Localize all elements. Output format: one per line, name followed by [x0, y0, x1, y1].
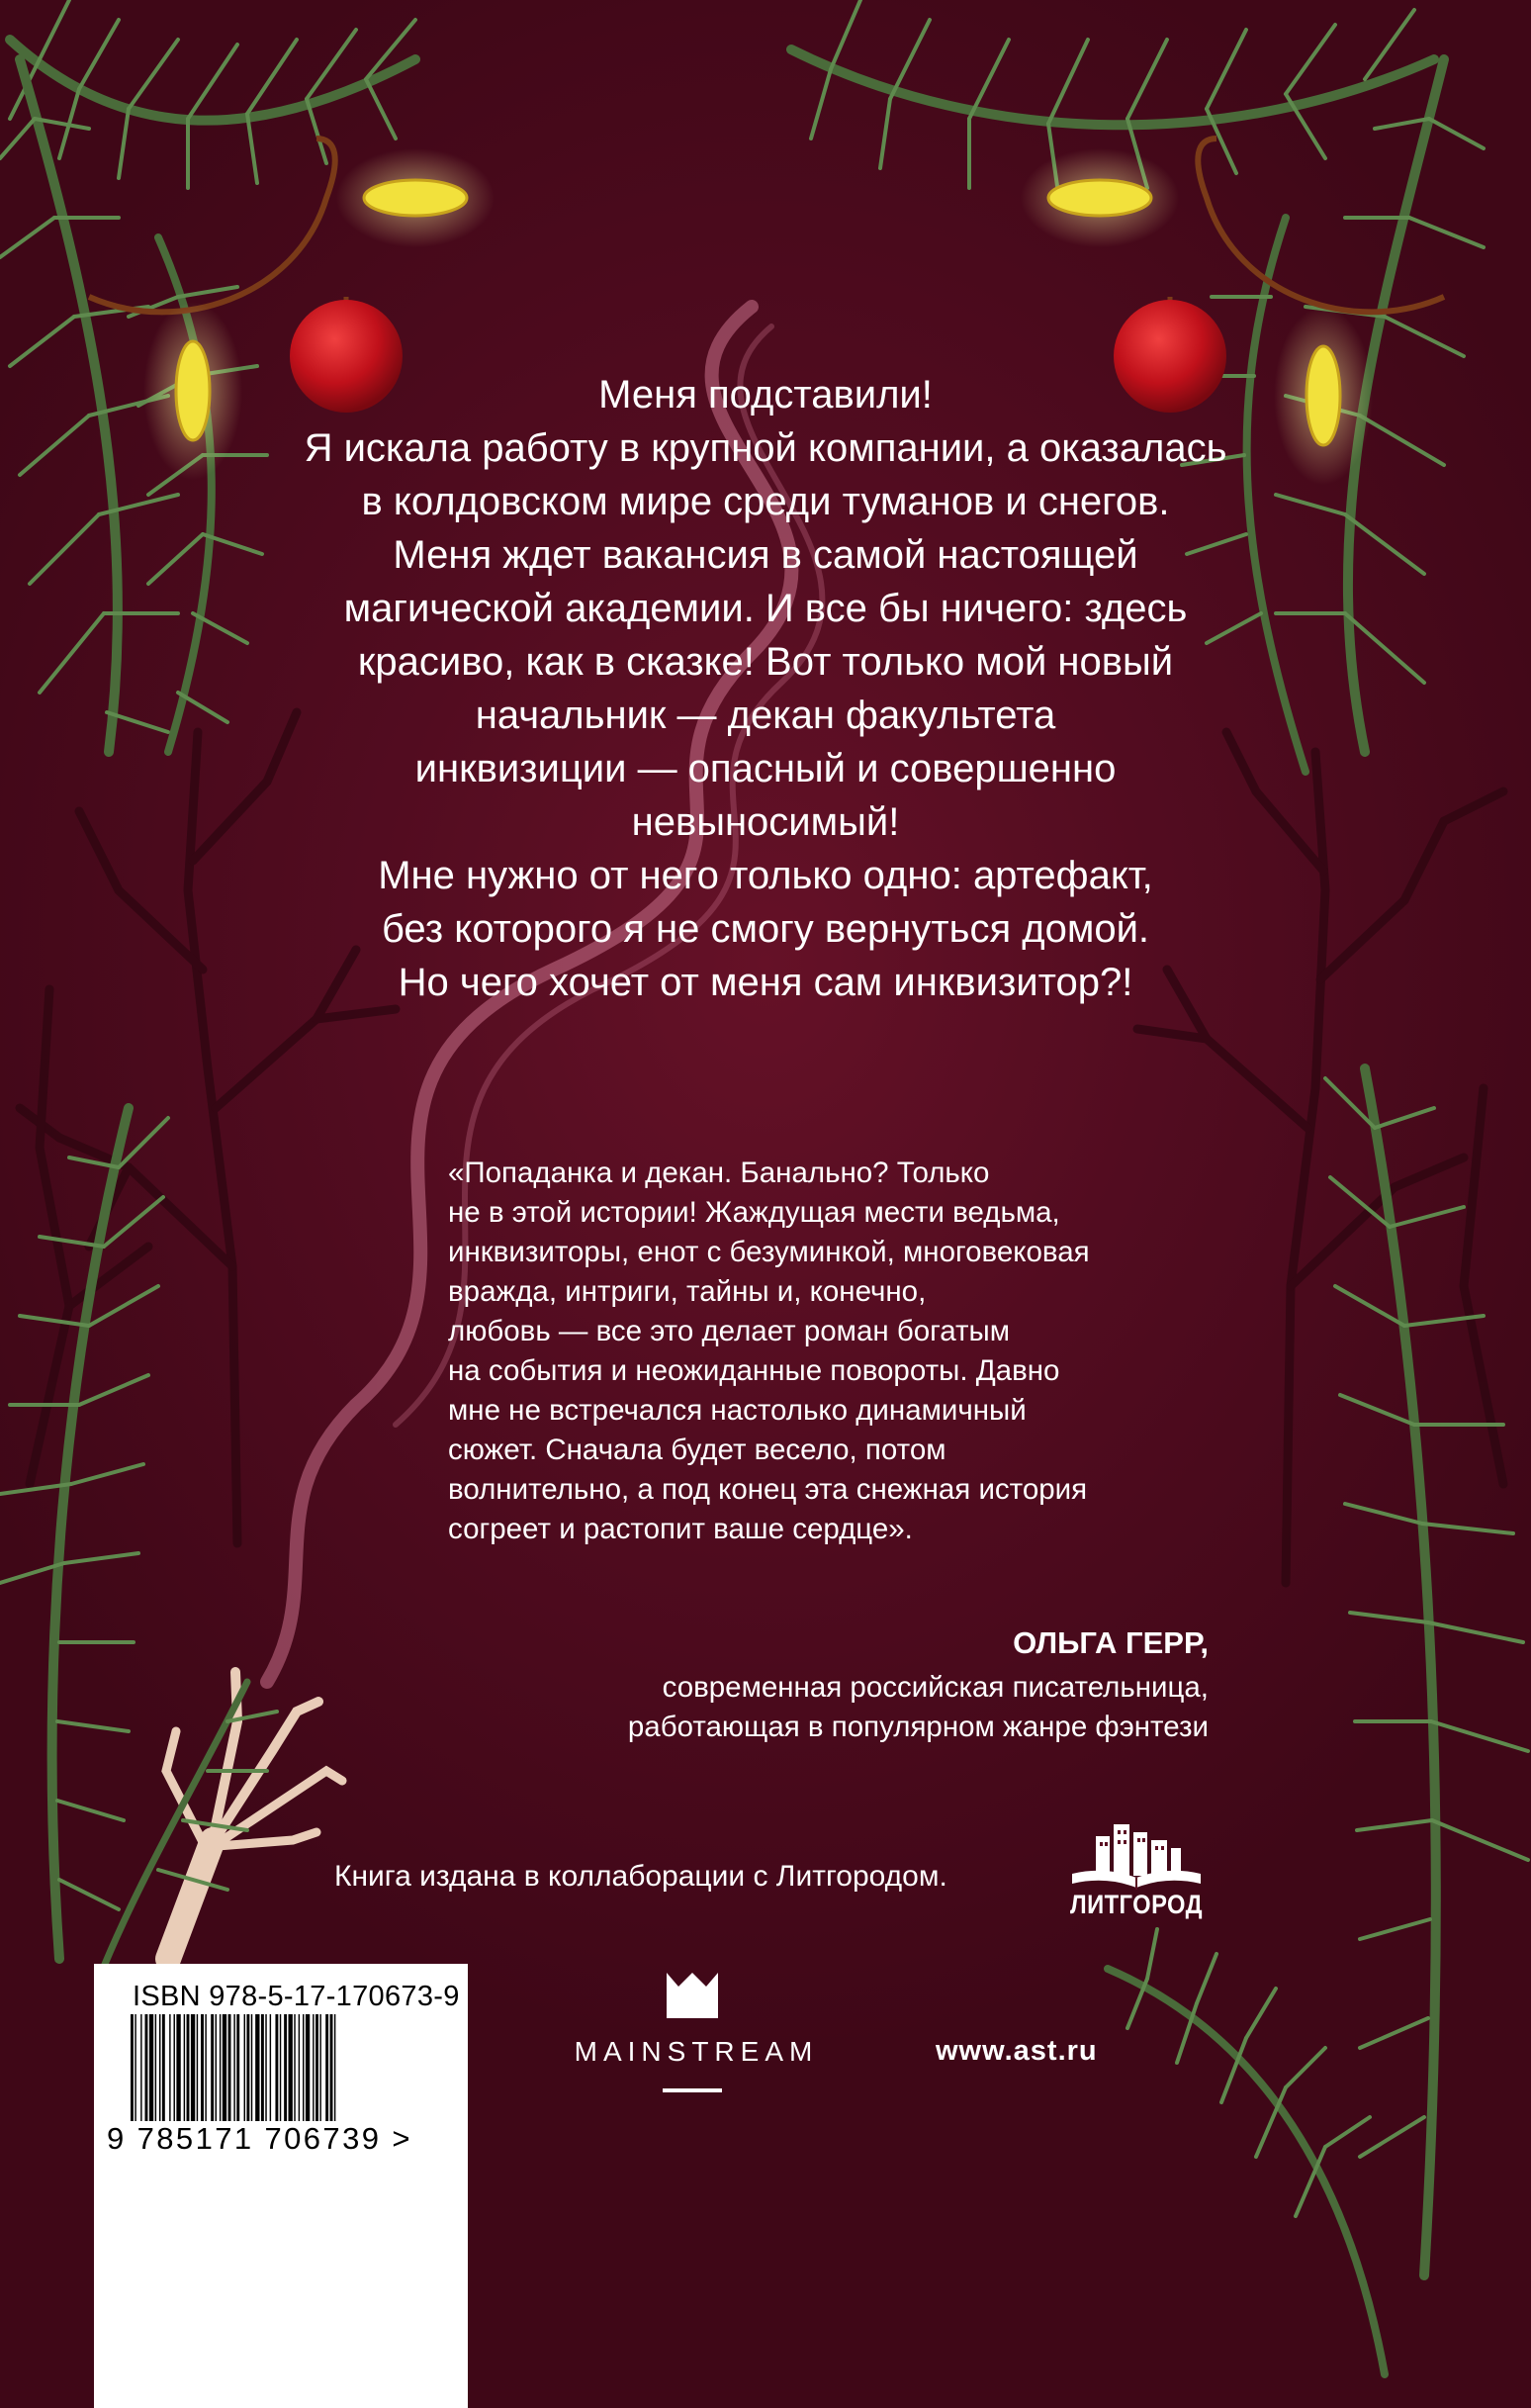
barcode-bar: [275, 2014, 278, 2121]
quote-line: на события и неожиданные повороты. Давно: [448, 1354, 1060, 1387]
barcode-bar: [261, 2014, 264, 2121]
blurb-line: Я искала работу в крупной компании, а оказалась: [304, 426, 1227, 470]
blurb-line: Меня ждет вакансия в самой настоящей: [393, 533, 1138, 577]
barcode-bar: [201, 2014, 204, 2121]
blurb-line: Меня подставили!: [598, 373, 933, 417]
barcode-bar: [149, 2014, 153, 2121]
barcode-bar: [223, 2014, 226, 2121]
barcode-bar: [280, 2014, 281, 2121]
annotation-blurb: [148, 368, 1383, 1009]
barcode-bar: [244, 2014, 245, 2121]
barcode-bar: [334, 2014, 335, 2121]
quote-author-name: ОЛЬГА ГЕРР,: [1013, 1625, 1209, 1660]
quote-line: сюжет. Сначала будет весело, потом: [448, 1434, 946, 1466]
barcode-bar: [251, 2014, 252, 2121]
barcode-bar: [233, 2014, 234, 2121]
collaboration-note: Книга издана в коллаборации с Литгородом.: [334, 1860, 947, 1893]
blurb-line: невыносимый!: [631, 800, 900, 844]
quote-line: вражда, интриги, тайны и, конечно,: [448, 1275, 927, 1308]
blurb-line: магической академии. И все бы ничего: здесь: [343, 587, 1188, 630]
garland: [89, 139, 1444, 312]
blurb-line: без которого я не смогу вернуться домой.: [381, 907, 1150, 951]
author-description-line: работающая в популярном жанре фэнтези: [627, 1711, 1209, 1743]
barcode-bar: [211, 2014, 214, 2121]
ean-digits: 9 785171 706739 >: [107, 2121, 412, 2156]
imprint-name: MAINSTREAM: [574, 2036, 819, 2067]
isbn-label: ISBN 978-5-17-170673-9: [133, 1981, 460, 2012]
barcode-bar: [246, 2014, 249, 2121]
barcode-bar: [265, 2014, 266, 2121]
crown-icon: [665, 1973, 720, 2018]
blurb-line: инквизиции — опасный и совершенно: [414, 747, 1117, 790]
barcode-bar: [145, 2014, 148, 2121]
imprint-underline: [663, 2088, 722, 2092]
barcode-bar: [236, 2014, 239, 2121]
quote-line: мне не встречался настолько динамичный: [448, 1394, 1027, 1427]
barcode-bar: [169, 2014, 170, 2121]
quote-author-description: [628, 1668, 1209, 1747]
barcode: [131, 2014, 429, 2121]
blurb-line: в колдовском мире среди туманов и снегов.: [361, 480, 1170, 523]
barcode-bar: [184, 2014, 185, 2121]
barcode-bar: [325, 2014, 328, 2121]
review-quote: [448, 1154, 1239, 1549]
barcode-bar: [315, 2014, 318, 2121]
quote-line: волнительно, а под конец эта снежная история: [448, 1473, 1088, 1506]
barcode-bar: [159, 2014, 160, 2121]
barcode-bar: [155, 2014, 156, 2121]
barcode-bar: [294, 2014, 295, 2121]
barcode-bar: [299, 2014, 300, 2121]
barcode-bar: [162, 2014, 165, 2121]
barcode-bar: [131, 2014, 134, 2121]
quote-line: любовь — все это делает роман богатым: [448, 1315, 1011, 1347]
barcode-bar: [270, 2014, 271, 2121]
barcode-bar: [255, 2014, 259, 2121]
barcode-bar: [220, 2014, 221, 2121]
barcode-bar: [303, 2014, 304, 2121]
quote-line: «Попаданка и декан. Банально? Только: [448, 1157, 990, 1189]
quote-line: инквизиторы, енот с безуминкой, многовековая: [448, 1236, 1090, 1268]
barcode-bar: [176, 2014, 180, 2121]
blurb-line: Мне нужно от него только одно: артефакт,: [378, 854, 1153, 897]
publisher-website: www.ast.ru: [936, 2035, 1098, 2067]
barcode-bar: [228, 2014, 231, 2121]
blurb-line: начальник — декан факультета: [475, 694, 1056, 737]
barcode-bar: [140, 2014, 141, 2121]
quote-line: не в этой истории! Жаждущая мести ведьма,: [448, 1196, 1060, 1229]
author-description-line: современная российская писательница,: [662, 1671, 1209, 1704]
barcode-bar: [289, 2014, 293, 2121]
barcode-bar: [197, 2014, 198, 2121]
blurb-line: красиво, как в сказке! Вот только мой новый: [357, 640, 1174, 684]
blurb-line: Но чего хочет от меня сам инквизитор?!: [398, 961, 1133, 1004]
barcode-bar: [216, 2014, 217, 2121]
barcode-bar: [205, 2014, 206, 2121]
barcode-bar: [306, 2014, 310, 2121]
barcode-bar: [330, 2014, 333, 2121]
barcode-bar: [174, 2014, 175, 2121]
barcode-bar: [319, 2014, 320, 2121]
barcode-bar: [284, 2014, 287, 2121]
barcode-bar: [187, 2014, 190, 2121]
litgorod-logo-text: ЛИТГОРОД: [1069, 1890, 1204, 1919]
barcode-bar: [313, 2014, 314, 2121]
barcode-bar: [191, 2014, 195, 2121]
quote-line: согреет и растопит ваше сердце».: [448, 1513, 913, 1545]
